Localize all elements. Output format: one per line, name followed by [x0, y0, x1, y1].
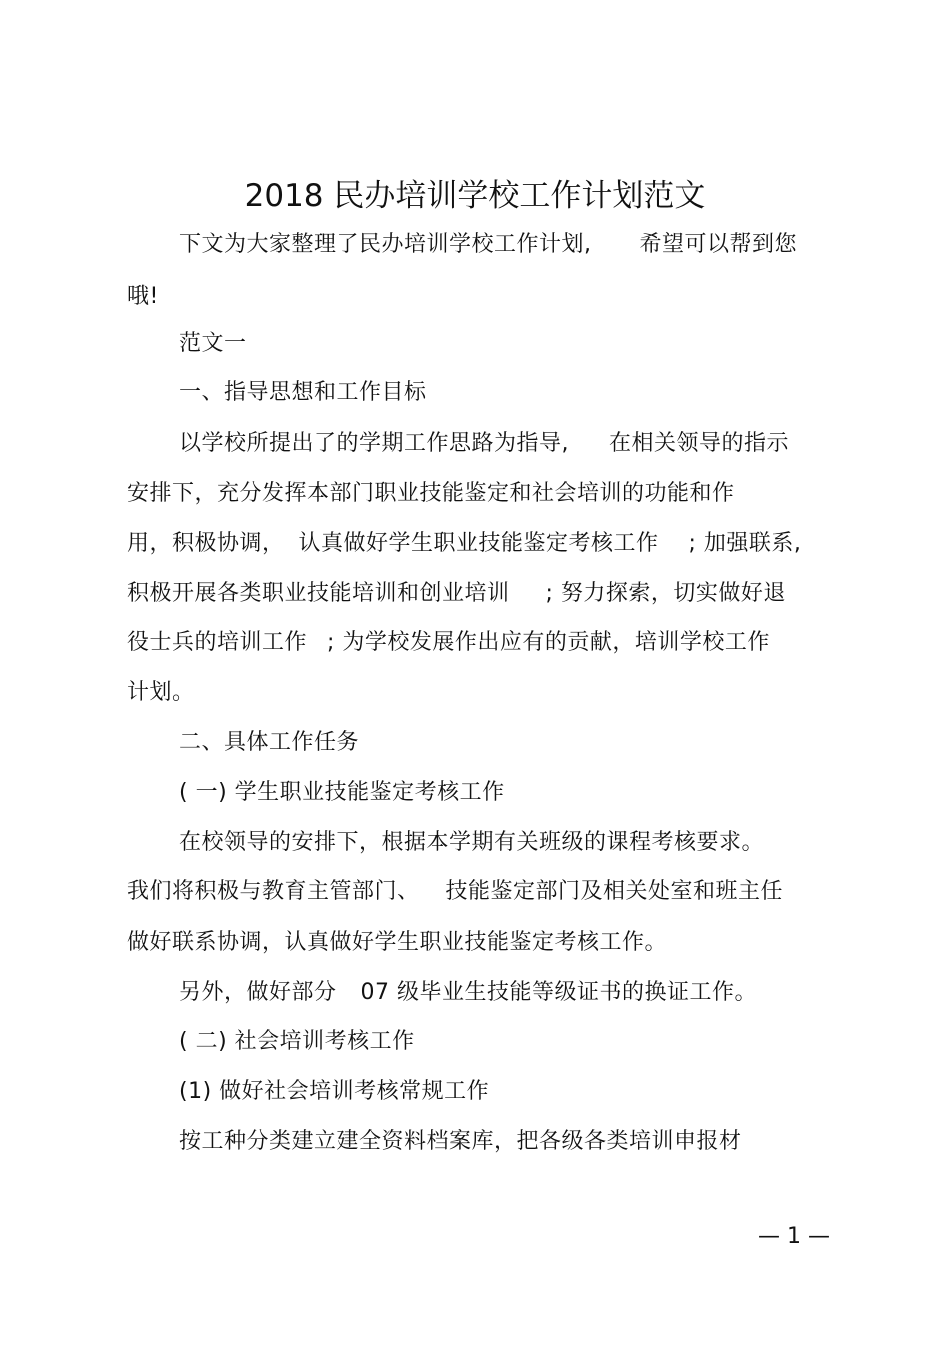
text-segment: 另外，做好部分 [179, 980, 337, 1005]
text-segment: 技能鉴定部门及相关处室和班主任 [445, 879, 784, 904]
subsection-heading [179, 1027, 415, 1057]
text-segment: 下文为大家整理了民办培训学校工作计划, [179, 232, 592, 257]
subsection-heading [179, 778, 505, 808]
text-segment: 范文一 [179, 331, 247, 356]
paragraph-line [127, 628, 770, 658]
paragraph-line [127, 479, 735, 509]
text-segment: 做好联系协调，认真做好学生职业技能鉴定考核工作。 [127, 930, 668, 955]
text-segment: 哦! [127, 284, 159, 309]
paragraph-line [179, 978, 757, 1008]
text-segment: ; 加强联系, [688, 531, 802, 556]
paragraph-line [127, 282, 159, 312]
section-heading [179, 378, 427, 408]
text-segment: ( 一) 学生职业技能鉴定考核工作 [179, 780, 505, 805]
text-segment: 用，积极协调， [127, 531, 285, 556]
text-segment: 计划。 [127, 680, 195, 705]
text-segment: 按工种分类建立建全资料档案库，把各级各类培训申报材 [179, 1129, 742, 1154]
text-segment: 积极开展各类职业技能培训和创业培训 [127, 581, 510, 606]
paragraph-line [127, 877, 783, 907]
text-segment: 在相关领导的指示 [609, 431, 790, 456]
text-segment: 以学校所提出了的学期工作思路为指导, [179, 431, 569, 456]
paragraph-line [127, 529, 801, 559]
text-segment: 一、指导思想和工作目标 [179, 380, 427, 405]
text-segment: ( 二) 社会培训考核工作 [179, 1029, 415, 1054]
paragraph-line [179, 329, 247, 359]
text-segment: 在校领导的安排下，根据本学期有关班级的课程考核要求。 [179, 830, 765, 855]
document-title: 2018 民办培训学校工作计划范文 [244, 178, 706, 214]
section-heading [179, 728, 359, 758]
text-segment: ; 为学校发展作出应有的贡献，培训学校工作 [327, 630, 770, 655]
page-number: — 1 — [758, 1224, 830, 1249]
text-segment: 认真做好学生职业技能鉴定考核工作 [298, 531, 659, 556]
subsection-heading [179, 1077, 489, 1107]
text-segment: 二、具体工作任务 [179, 730, 360, 755]
text-segment: 役士兵的培训工作 [127, 630, 308, 655]
paragraph-line [179, 429, 789, 459]
paragraph-line [127, 928, 667, 958]
paragraph-line [179, 230, 797, 260]
paragraph-line [179, 1127, 742, 1157]
paragraph-line [127, 579, 786, 609]
text-segment: 希望可以帮到您 [639, 232, 798, 257]
text-segment: (1) 做好社会培训考核常规工作 [179, 1079, 490, 1104]
paragraph-line [127, 678, 195, 708]
text-segment: 07 级毕业生技能等级证书的换证工作。 [360, 980, 758, 1005]
text-segment: 我们将积极与教育主管部门、 [127, 879, 420, 904]
paragraph-line [179, 828, 764, 858]
text-segment: ; 努力探索，切实做好退 [545, 581, 786, 606]
text-segment: 安排下，充分发挥本部门职业技能鉴定和社会培训的功能和作 [127, 481, 735, 506]
